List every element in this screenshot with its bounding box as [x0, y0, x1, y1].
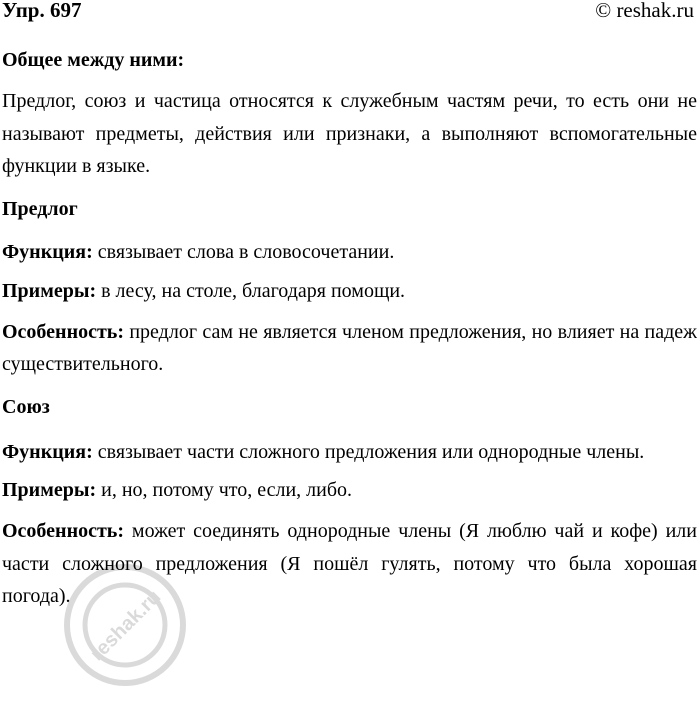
preposition-examples — [2, 277, 697, 306]
preposition-feature-text: предлог сам не является членом предложения, но влияет на падеж существительного. — [2, 320, 697, 375]
page-header — [2, 0, 694, 26]
conjunction-feature — [2, 515, 697, 613]
site-credit[interactable]: © reshak.ru — [595, 0, 694, 22]
conjunction-function-text: связывает части сложного предложения или однородные члены. — [92, 440, 645, 463]
preposition-function — [2, 238, 697, 267]
watermark-text: reshak.ru — [86, 586, 166, 666]
solution-content — [2, 46, 697, 613]
preposition-examples-text: в лесу, на столе, благодаря помощи. — [96, 279, 406, 302]
conjunction-examples — [2, 476, 697, 505]
preposition-examples-label: Примеры: — [2, 279, 97, 302]
conjunction-examples-text: и, но, потому что, если, либо. — [96, 479, 353, 501]
conjunction-feature-text: может соединять однородные члены (Я люблю чай и кофе) или части сложного предложения (Я пошёл гулять, потому что была хорошая погода). — [2, 520, 697, 607]
preposition-feature — [2, 316, 697, 381]
preposition-heading: Предлог — [2, 197, 78, 220]
common-text: Предлог, союз и частица относятся к служебным частям речи, то есть они не называют предметы, действия или признаки, а выполняют вспомогательные функции в языке. — [2, 90, 697, 177]
exercise-title: Упр. 697 — [2, 0, 82, 22]
preposition-function-text: связывает слова в словосочетании. — [92, 240, 395, 263]
conjunction-examples-label: Примеры: — [2, 479, 97, 501]
preposition-function-label: Функция: — [2, 240, 93, 263]
common-heading: Общее между ними: — [2, 49, 185, 71]
conjunction-function-label: Функция: — [2, 440, 93, 463]
preposition-feature-label: Особенность: — [2, 320, 125, 343]
conjunction-heading: Союз — [2, 395, 50, 418]
conjunction-function — [2, 436, 697, 469]
conjunction-feature-label: Особенность: — [2, 520, 125, 542]
